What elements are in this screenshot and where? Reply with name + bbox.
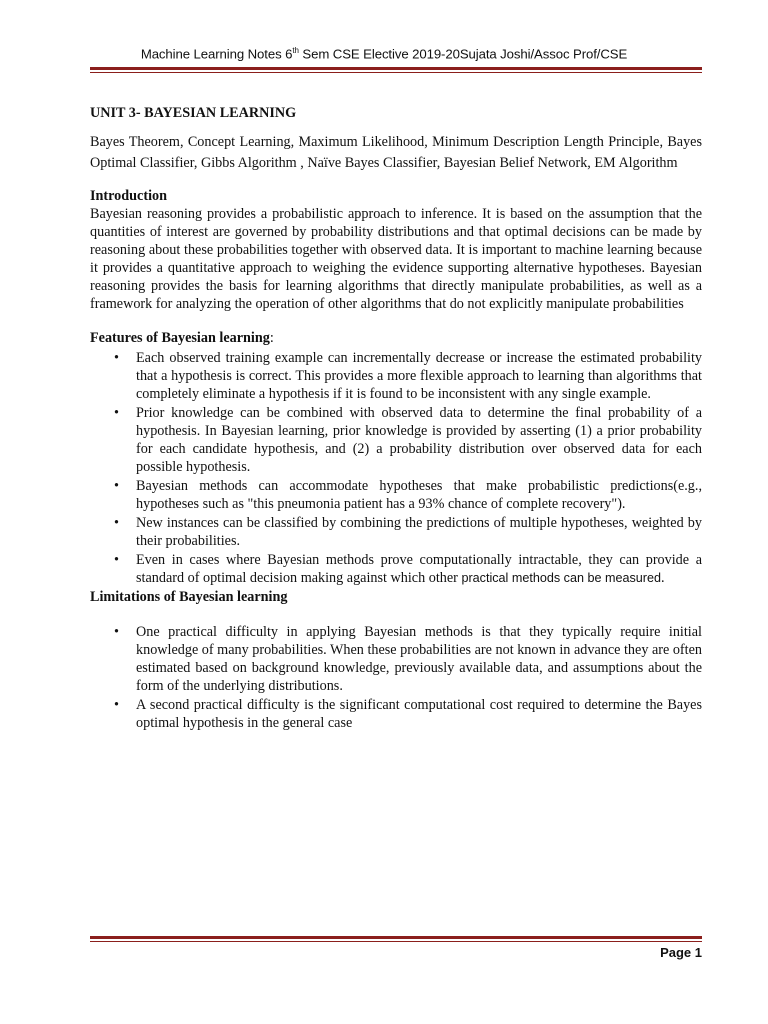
list-item [90,696,702,732]
header-title-part2: Sem CSE Elective 2019-20Sujata Joshi/Assoc Prof/CSE [298,46,628,62]
features-list [90,349,702,587]
header-rule-thin [90,72,702,73]
feature-item-text: Bayesian methods can accommodate hypotheses that make probabilistic predictions(e.g., hypotheses such as "this pneumonia patient has a 93% chance of complete recovery"). [136,478,702,512]
bullet-icon: • [114,552,119,568]
feature-item-text: Each observed training example can incrementally decrease or increase the estimated probability that a hypothesis is correct. This provides a more flexible approach to learning than algorithms that completely eliminate a hypothesis if it is found to be inconsistent with any single example. [136,350,702,402]
header-title-part1: Machine Learning Notes 6 [140,46,293,62]
list-item [90,551,702,587]
bullet-icon: • [114,624,119,640]
header-rule-thick [90,67,702,70]
footer-rule-thin [90,941,702,942]
features-heading [90,329,702,347]
features-heading-colon: : [269,330,274,346]
bullet-icon: • [114,405,119,421]
bullet-icon: • [114,478,119,494]
feature-item-text: Prior knowledge can be combined with observed data to determine the final probability of a hypothesis. In Bayesian learning, prior knowledge is provided by asserting (1) a prior probability for each candidate hypothesis, and (2) a probability distribution over observed data for each possible hypothesis. [136,405,702,475]
page-header [0,46,768,61]
page-number: Page 1 [660,945,702,960]
footer-rule-thick [90,936,702,939]
feature-item-period: . [660,570,665,586]
unit-topics: Bayes Theorem, Concept Learning, Maximum Likelihood, Minimum Description Length Principle, Bayes Optimal Classifier, Gibbs Algorithm , Naïve Bayes Classifier, Bayesian Belief Network, EM Algorithm [90,134,702,171]
list-item [90,404,702,476]
list-item [90,514,702,550]
list-item [90,349,702,403]
page-content [90,104,702,733]
bullet-icon: • [114,515,119,531]
limitation-item-text: A second practical difficulty is the significant computational cost required to determine the Bayes optimal hypothesis in the general case [136,697,702,731]
limitations-list [90,623,702,732]
bullet-icon: • [114,350,119,366]
unit-title: UNIT 3- BAYESIAN LEARNING [90,105,297,121]
introduction-heading: Introduction [90,188,167,204]
limitation-item-text: One practical difficulty in applying Bayesian methods is that they typically require initial knowledge of many probabilities. When these probabilities are not known in advance they are often estimated based on background knowledge, previously available data, and assumptions about the form of the underlying distributions. [136,624,702,694]
features-heading-text: Features of Bayesian learning [90,330,270,346]
feature-item-sans-fragment: practical methods can be measured [461,571,661,585]
list-item [90,477,702,513]
feature-item-text: Even in cases where Bayesian methods prove computationally intractable, they can provide a standard of optimal decision making against which other [136,552,702,586]
header-title-sup: th [292,46,299,55]
feature-item-text: New instances can be classified by combining the predictions of multiple hypotheses, weighted by their probabilities. [136,515,702,549]
list-item [90,623,702,695]
introduction-text: Bayesian reasoning provides a probabilistic approach to inference. It is based on the assumption that the quantities of interest are governed by probability distributions and that optimal decisions can be made by reasoning about these probabilities together with observed data. It is important to machine learning because it provides a quantitative approach to weighing the evidence supporting alternative hypotheses. Bayesian reasoning provides the basis for learning algorithms that directly manipulate probabilities, as well as a framework for analyzing the operation of other algorithms that do not explicitly manipulate probabilities [90,206,702,312]
limitations-heading: Limitations of Bayesian learning [90,589,288,605]
bullet-icon: • [114,697,119,713]
